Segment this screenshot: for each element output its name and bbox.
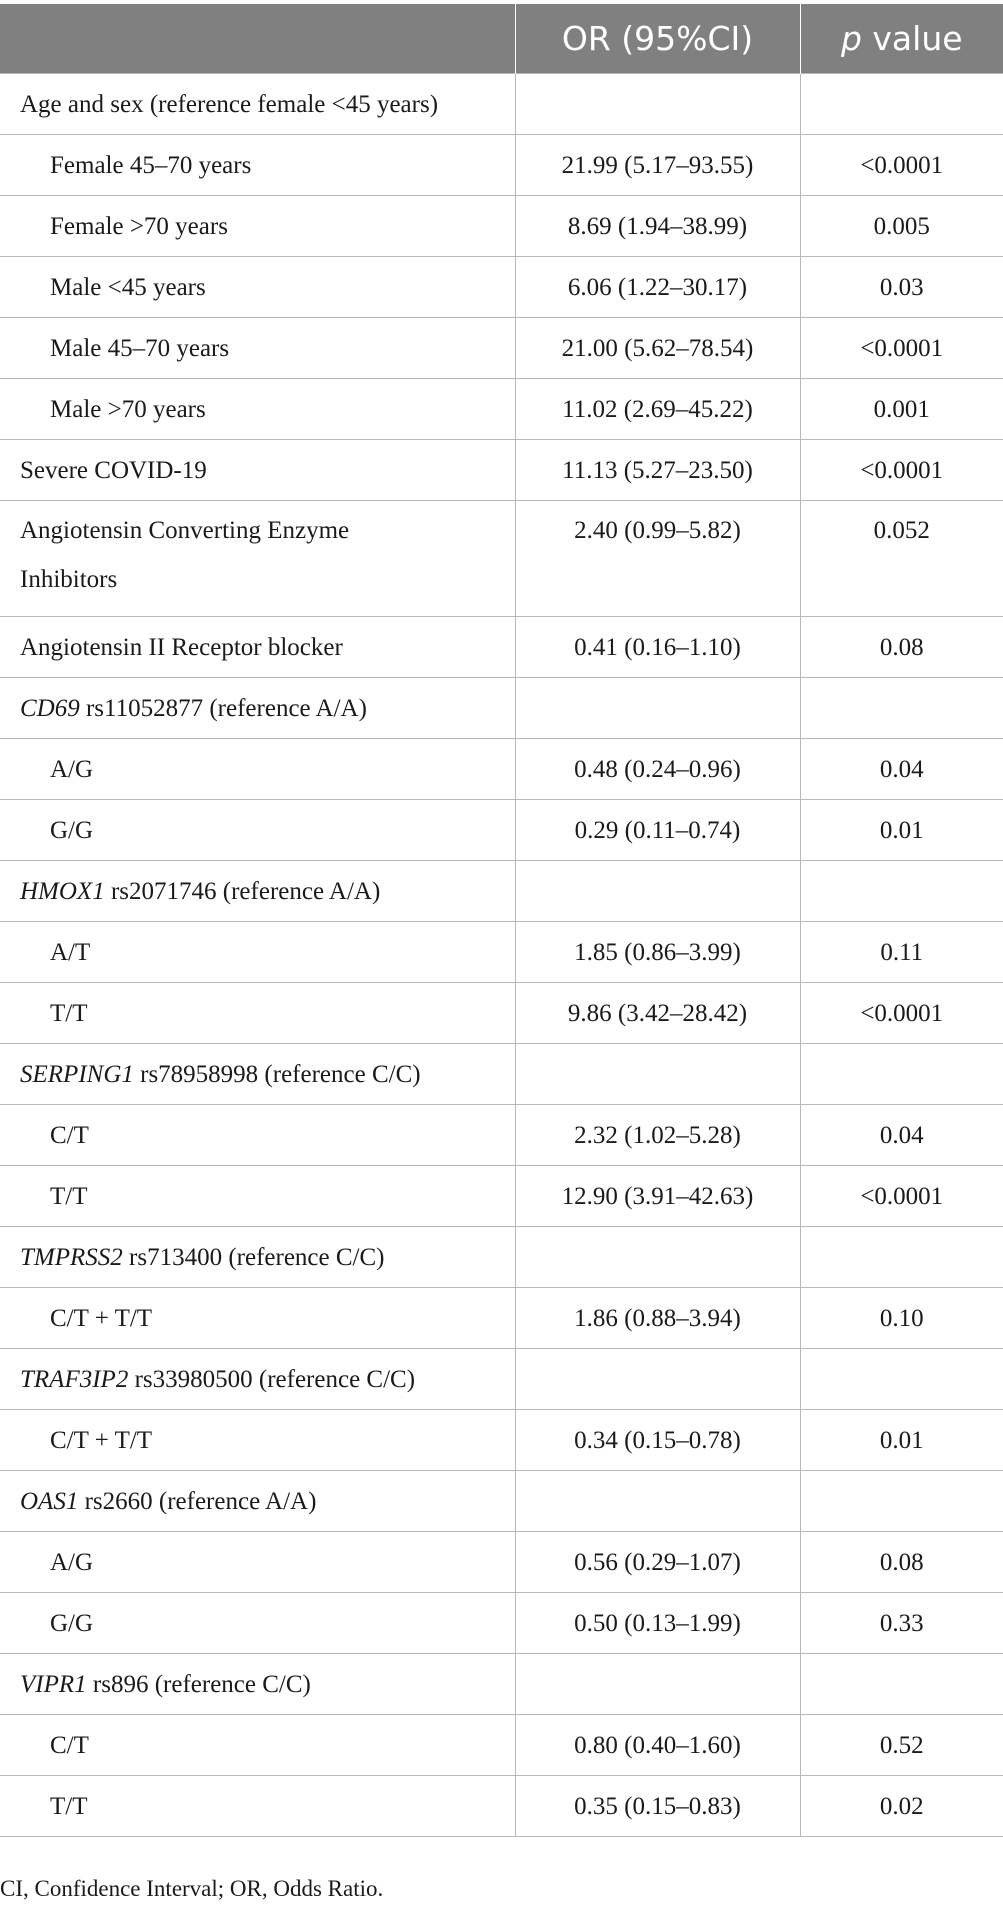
row-p [800, 1044, 1003, 1105]
table-footnote: CI, Confidence Interval; OR, Odds Ratio. [0, 1876, 384, 1901]
row-or: 11.13 (5.27–23.50) [515, 440, 800, 501]
row-label: Age and sex (reference female <45 years) [0, 74, 515, 135]
row-p [800, 1349, 1003, 1410]
row-or [515, 1471, 800, 1532]
row-p: <0.0001 [800, 135, 1003, 196]
row-or [515, 861, 800, 922]
row-label [0, 501, 515, 617]
table-row [0, 1654, 1003, 1715]
row-p [800, 861, 1003, 922]
row-p: 0.01 [800, 800, 1003, 861]
row-p: 0.04 [800, 739, 1003, 800]
gene-name: CD69 [20, 694, 80, 722]
row-or: 9.86 (3.42–28.42) [515, 983, 800, 1044]
table-row [0, 501, 1003, 617]
row-label: A/G [0, 739, 515, 800]
row-or [515, 74, 800, 135]
table-row [0, 1471, 1003, 1532]
row-or [515, 1349, 800, 1410]
gene-name: TRAF3IP2 [20, 1365, 129, 1393]
table-row [0, 1715, 1003, 1776]
table-row [0, 196, 1003, 257]
row-or: 0.35 (0.15–0.83) [515, 1776, 800, 1837]
row-p: 0.01 [800, 1410, 1003, 1471]
row-label: Angiotensin II Receptor blocker [0, 617, 515, 678]
table-row [0, 678, 1003, 739]
snp-label: rs78958998 (reference C/C) [133, 1060, 421, 1088]
row-or [515, 1654, 800, 1715]
table-row [0, 1776, 1003, 1837]
table-row [0, 1166, 1003, 1227]
row-label [0, 1654, 515, 1715]
row-or: 8.69 (1.94–38.99) [515, 196, 800, 257]
table-row [0, 1288, 1003, 1349]
row-label: T/T [0, 1166, 515, 1227]
row-or: 0.50 (0.13–1.99) [515, 1593, 800, 1654]
row-p: 0.08 [800, 1532, 1003, 1593]
row-label: Male >70 years [0, 379, 515, 440]
table-row [0, 1410, 1003, 1471]
row-label [0, 1471, 515, 1532]
row-label: Male <45 years [0, 257, 515, 318]
table-row [0, 135, 1003, 196]
header-p-value [800, 4, 1003, 74]
row-p: 0.052 [800, 501, 1003, 617]
row-label [0, 1349, 515, 1410]
row-p: 0.04 [800, 1105, 1003, 1166]
table-row [0, 440, 1003, 501]
snp-label: rs33980500 (reference C/C) [128, 1365, 416, 1393]
row-or: 0.56 (0.29–1.07) [515, 1532, 800, 1593]
row-p: <0.0001 [800, 983, 1003, 1044]
row-label: C/T [0, 1715, 515, 1776]
gene-name: HMOX1 [20, 877, 105, 905]
row-p: 0.52 [800, 1715, 1003, 1776]
row-p: 0.10 [800, 1288, 1003, 1349]
gene-name: SERPING1 [20, 1060, 134, 1088]
row-label: G/G [0, 800, 515, 861]
row-p [800, 1227, 1003, 1288]
row-or: 2.40 (0.99–5.82) [515, 501, 800, 617]
row-or: 11.02 (2.69–45.22) [515, 379, 800, 440]
row-p [800, 1471, 1003, 1532]
row-or: 0.29 (0.11–0.74) [515, 800, 800, 861]
table-row [0, 1532, 1003, 1593]
row-label: A/T [0, 922, 515, 983]
table-row [0, 1105, 1003, 1166]
row-label [0, 1227, 515, 1288]
row-label-line1: Angiotensin Converting Enzyme [20, 517, 350, 544]
row-p [800, 74, 1003, 135]
row-label [0, 861, 515, 922]
row-p [800, 678, 1003, 739]
row-or: 21.99 (5.17–93.55) [515, 135, 800, 196]
table-row [0, 1593, 1003, 1654]
row-label: Female 45–70 years [0, 135, 515, 196]
row-label: T/T [0, 983, 515, 1044]
header-or-ci: OR (95%CI) [515, 4, 800, 74]
row-p [800, 1654, 1003, 1715]
row-p: 0.001 [800, 379, 1003, 440]
table-row [0, 1227, 1003, 1288]
row-or: 1.85 (0.86–3.99) [515, 922, 800, 983]
row-label: C/T [0, 1105, 515, 1166]
row-or: 0.48 (0.24–0.96) [515, 739, 800, 800]
table-row [0, 74, 1003, 135]
row-p: 0.03 [800, 257, 1003, 318]
table-row [0, 1044, 1003, 1105]
row-label: Female >70 years [0, 196, 515, 257]
snp-label: rs713400 (reference C/C) [122, 1243, 385, 1271]
header-row [0, 4, 1003, 74]
table-row [0, 379, 1003, 440]
header-p-label: value [861, 19, 963, 58]
row-label-line2: Inhibitors [20, 566, 118, 593]
row-or: 0.34 (0.15–0.78) [515, 1410, 800, 1471]
row-label: Severe COVID-19 [0, 440, 515, 501]
row-or: 1.86 (0.88–3.94) [515, 1288, 800, 1349]
row-label [0, 678, 515, 739]
table-row [0, 861, 1003, 922]
snp-label: rs2660 (reference A/A) [78, 1487, 317, 1515]
row-p: 0.11 [800, 922, 1003, 983]
row-p: 0.08 [800, 617, 1003, 678]
row-label: Male 45–70 years [0, 318, 515, 379]
table-row [0, 739, 1003, 800]
gene-name: OAS1 [20, 1487, 79, 1515]
row-or: 6.06 (1.22–30.17) [515, 257, 800, 318]
row-p: <0.0001 [800, 1166, 1003, 1227]
gene-name: TMPRSS2 [20, 1243, 123, 1271]
table-row [0, 318, 1003, 379]
odds-ratio-table [0, 4, 1003, 1837]
row-p: 0.33 [800, 1593, 1003, 1654]
row-or: 0.41 (0.16–1.10) [515, 617, 800, 678]
row-label: C/T + T/T [0, 1410, 515, 1471]
snp-label: rs2071746 (reference A/A) [104, 877, 381, 905]
gene-name: VIPR1 [20, 1670, 87, 1698]
table-row [0, 922, 1003, 983]
table-row [0, 800, 1003, 861]
row-or: 0.80 (0.40–1.60) [515, 1715, 800, 1776]
row-p: <0.0001 [800, 318, 1003, 379]
row-label: A/G [0, 1532, 515, 1593]
table-row [0, 983, 1003, 1044]
row-label: T/T [0, 1776, 515, 1837]
row-label: G/G [0, 1593, 515, 1654]
header-p-symbol: p [840, 19, 862, 58]
table-row [0, 257, 1003, 318]
row-p: 0.02 [800, 1776, 1003, 1837]
row-or [515, 1227, 800, 1288]
header-variable [0, 4, 515, 74]
row-or [515, 678, 800, 739]
table-row [0, 1349, 1003, 1410]
row-or: 2.32 (1.02–5.28) [515, 1105, 800, 1166]
row-label: C/T + T/T [0, 1288, 515, 1349]
row-p: <0.0001 [800, 440, 1003, 501]
snp-label: rs11052877 (reference A/A) [79, 694, 367, 722]
table-row [0, 617, 1003, 678]
odds-ratio-table-container [0, 4, 1003, 1837]
row-p: 0.005 [800, 196, 1003, 257]
snp-label: rs896 (reference C/C) [86, 1670, 311, 1698]
row-label [0, 1044, 515, 1105]
row-or [515, 1044, 800, 1105]
row-or: 12.90 (3.91–42.63) [515, 1166, 800, 1227]
table-header [0, 4, 1003, 74]
table-body [0, 74, 1003, 1837]
row-or: 21.00 (5.62–78.54) [515, 318, 800, 379]
